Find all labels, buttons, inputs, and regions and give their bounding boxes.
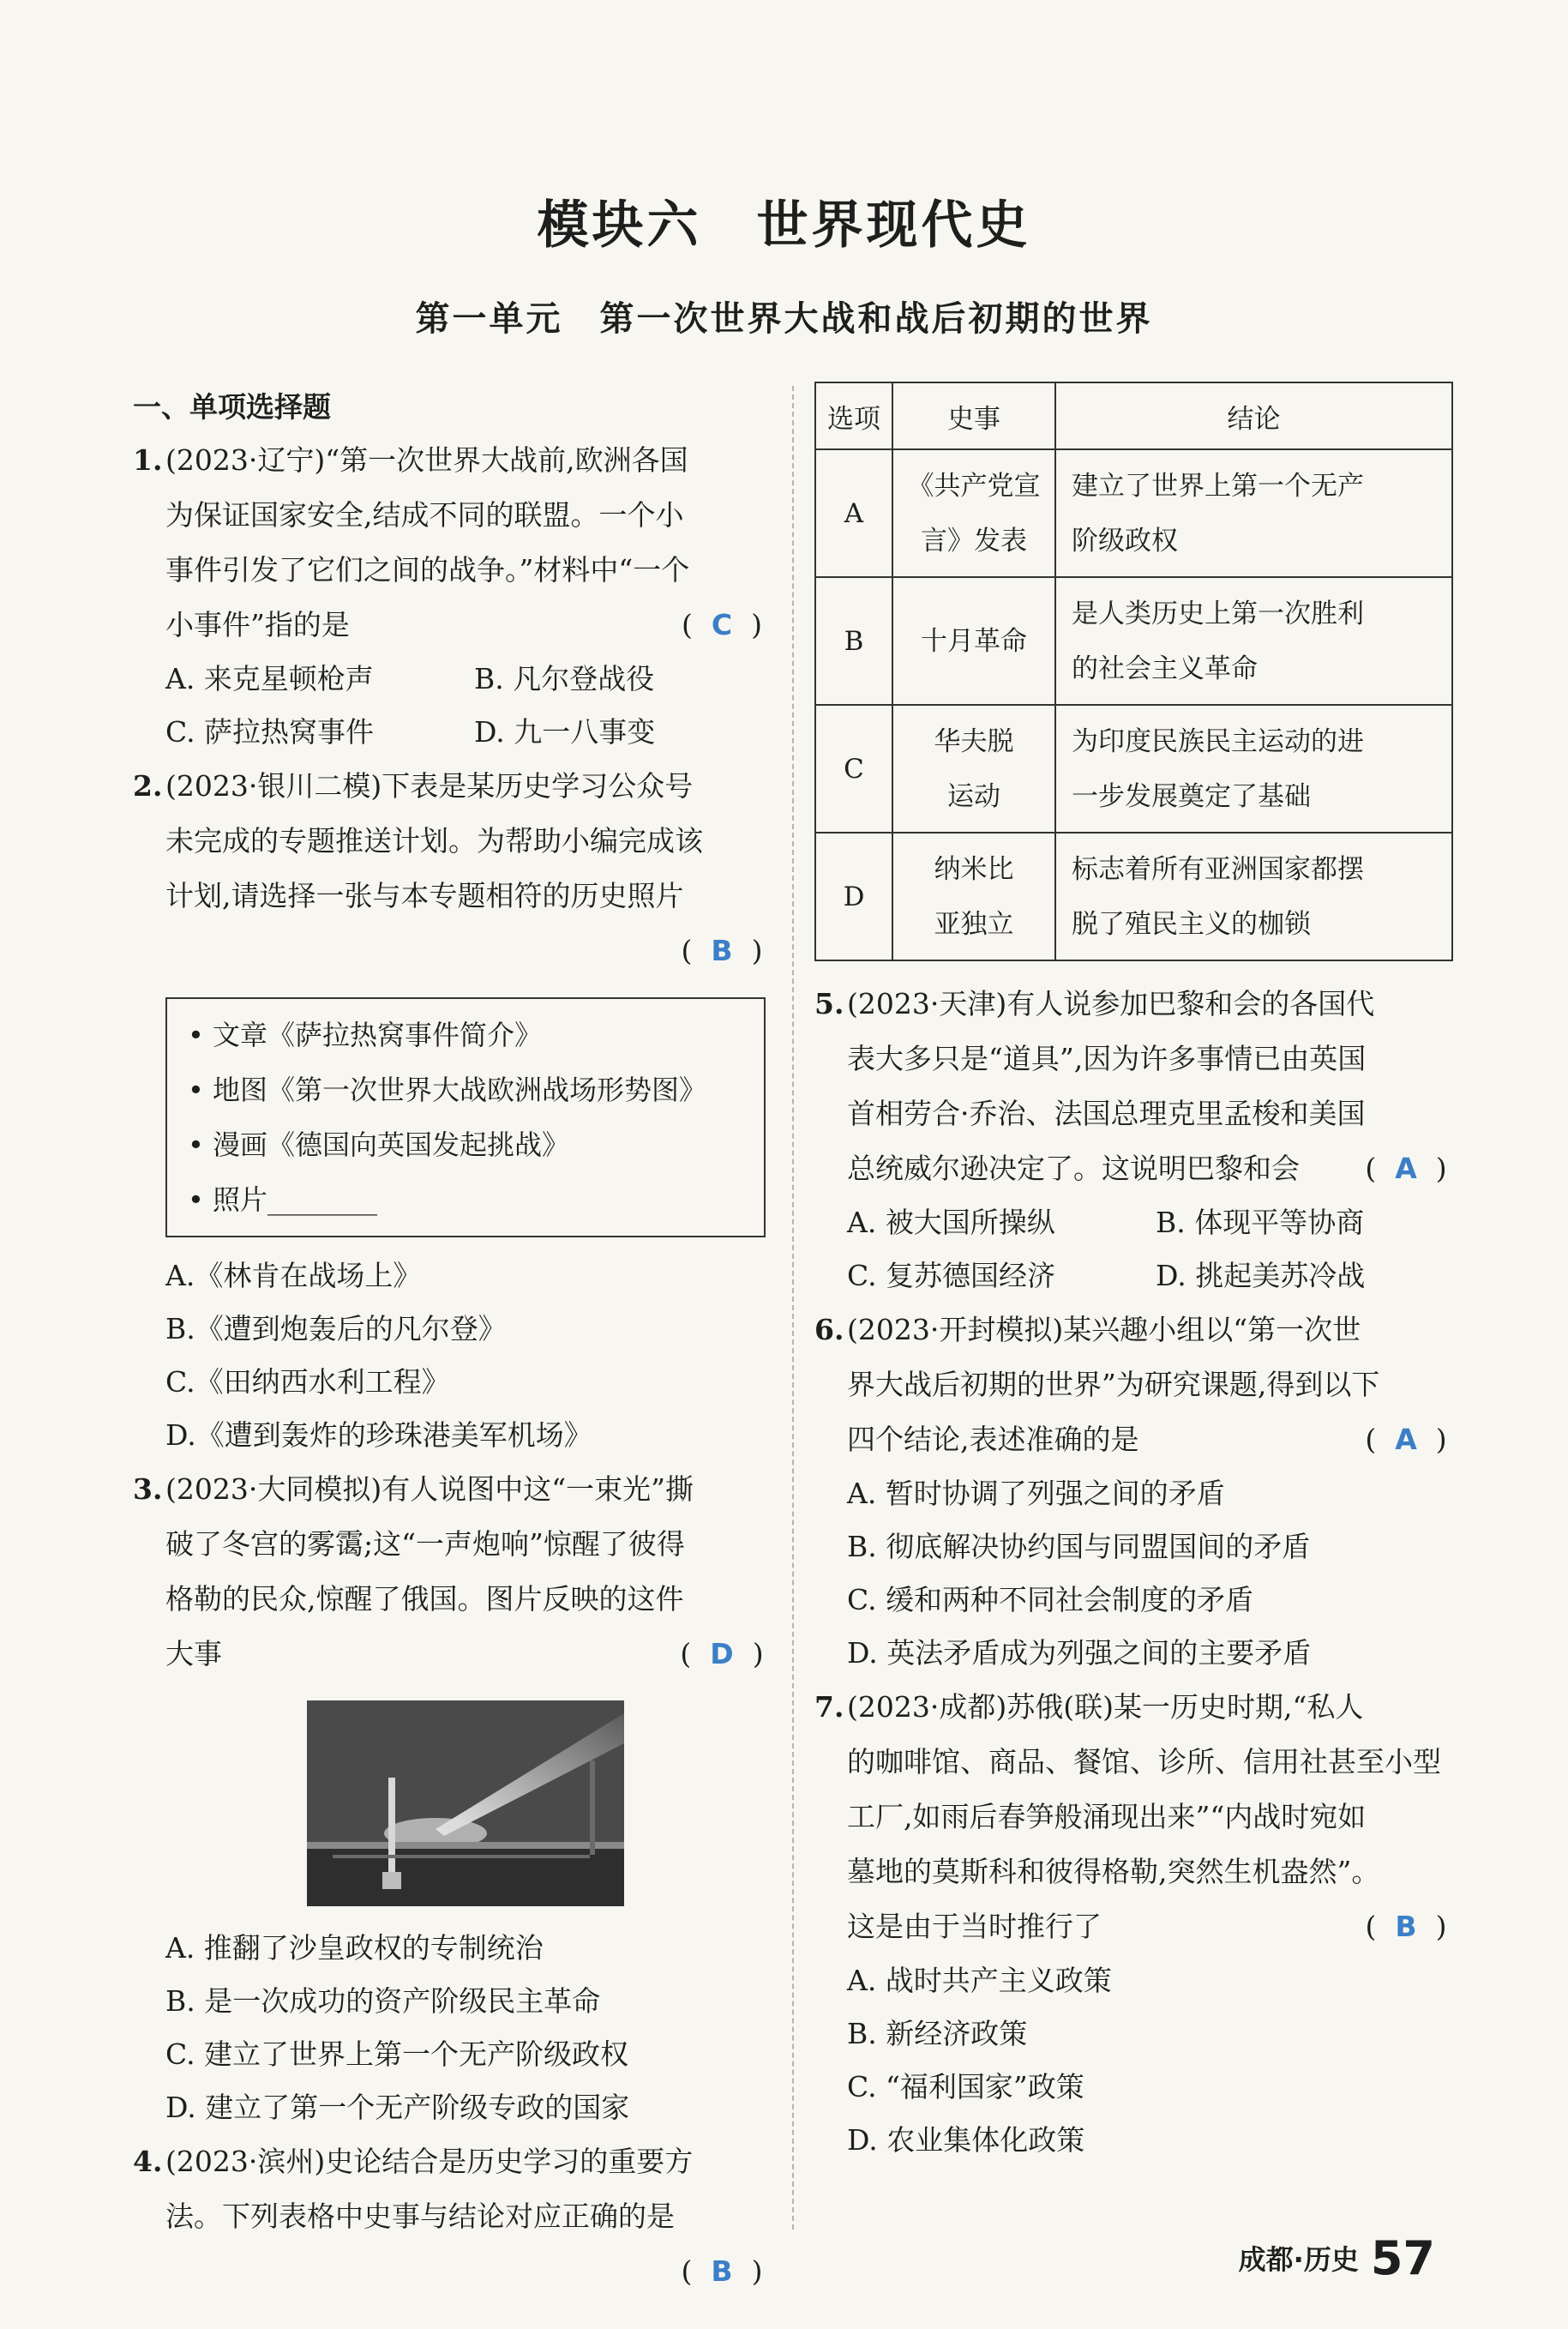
event-line: 运动 — [947, 780, 1000, 812]
conclusion-line: 的社会主义革命 — [1072, 653, 1258, 684]
question-text: 大事 — [165, 1637, 222, 1670]
question-text: (2023·大同模拟)有人说图中这“一束光”撕 — [165, 1472, 694, 1506]
option-c: C. 复苏德国经济 — [847, 1259, 1056, 1292]
option-c: C.《田纳西水利工程》 — [165, 1365, 450, 1399]
question-text: 工厂,如雨后春笋般涌现出来”“内战时宛如 — [847, 1800, 1367, 1833]
header-conclusion: 结论 — [1055, 382, 1452, 449]
option-a: A. 被大国所操纵 — [847, 1206, 1055, 1239]
option-b: B. 新经济政策 — [847, 2017, 1028, 2050]
question-text: 为保证国家安全,结成不同的联盟。一个小 — [165, 498, 684, 532]
question-text: 四个结论,表述准确的是 — [847, 1423, 1139, 1456]
conclusion-line: 建立了世界上第一个无产 — [1072, 470, 1364, 502]
question-6 — [814, 1303, 1453, 1680]
answer-letter: A — [1395, 1423, 1417, 1456]
history-conclusion-table — [814, 382, 1453, 961]
question-text: 表大多只是“道具”,因为许多事情已由英国 — [847, 1042, 1367, 1075]
row-conclusion — [1055, 449, 1452, 577]
question-number: 2. — [133, 769, 163, 803]
answer-letter: B — [1395, 1910, 1417, 1943]
row-event — [892, 449, 1055, 577]
question-text: 界大战后初期的世界”为研究课题,得到以下 — [847, 1368, 1380, 1401]
option-d: D. 英法矛盾成为列强之间的主要矛盾 — [847, 1636, 1312, 1670]
event-line: 华夫脱 — [934, 725, 1014, 757]
option-c: C. 萨拉热窝事件 — [165, 715, 375, 749]
question-number: 1. — [133, 443, 163, 477]
plan-item: • 文章《萨拉热窝事件简介》 — [188, 1019, 543, 1051]
option-b: B.《遭到炮轰后的凡尔登》 — [165, 1312, 507, 1345]
question-text: 墓地的莫斯科和彼得格勒,突然生机盎然”。 — [847, 1855, 1380, 1888]
question-text: 破了冬宫的雾霭;这“一声炮响”惊醒了彼得 — [165, 1527, 685, 1561]
question-7 — [814, 1680, 1453, 2167]
answer-blank: ( A ) — [1365, 1152, 1447, 1185]
answer-blank: ( C ) — [682, 608, 762, 641]
question-text: 总统威尔逊决定了。这说明巴黎和会 — [847, 1152, 1300, 1185]
question-text: (2023·开封模拟)某兴趣小组以“第一次世 — [847, 1313, 1361, 1346]
option-a: A. 暂时协调了列强之间的矛盾 — [847, 1477, 1225, 1510]
row-event — [892, 833, 1055, 960]
question-text: (2023·滨州)史论结合是历史学习的重要方 — [165, 2145, 694, 2178]
row-conclusion — [1055, 705, 1452, 833]
answer-letter: B — [711, 2254, 733, 2288]
option-c: C. 缓和两种不同社会制度的矛盾 — [847, 1583, 1254, 1616]
question-text: 的咖啡馆、商品、餐馆、诊所、信用社甚至小型 — [847, 1745, 1441, 1778]
column-divider — [792, 386, 794, 2230]
question-number: 7. — [814, 1690, 844, 1724]
plan-item: • 照片________ — [188, 1183, 378, 1216]
question-text: 计划,请选择一张与本专题相符的历史照片 — [165, 879, 684, 912]
table-row — [815, 705, 1452, 833]
question-3 — [133, 1462, 769, 2134]
winter-palace-photo — [307, 1700, 624, 1906]
footer-region: 成都·历史 — [1238, 2243, 1359, 2276]
conclusion-line: 为印度民族民主运动的进 — [1072, 725, 1364, 757]
option-b: B. 凡尔登战役 — [474, 662, 655, 695]
question-text: 首相劳合·乔治、法国总理克里孟梭和美国 — [847, 1097, 1366, 1130]
option-a: A.《林肯在战场上》 — [165, 1259, 422, 1292]
table-header-row — [815, 382, 1452, 449]
event-line: 纳米比 — [934, 853, 1014, 885]
question-text: (2023·天津)有人说参加巴黎和会的各国代 — [847, 987, 1375, 1020]
answer-blank: ( B ) — [681, 2254, 763, 2288]
event-line: 十月革命 — [921, 625, 1027, 657]
answer-letter: C — [711, 608, 733, 641]
row-event — [892, 577, 1055, 705]
question-number: 6. — [814, 1313, 844, 1346]
table-row — [815, 449, 1452, 577]
question-text: (2023·银川二模)下表是某历史学习公众号 — [165, 769, 694, 803]
option-b: B. 彻底解决协约国与同盟国间的矛盾 — [847, 1530, 1311, 1563]
header-option: 选项 — [815, 382, 892, 449]
row-option: D — [815, 833, 892, 960]
option-d: D.《遭到轰炸的珍珠港美军机场》 — [165, 1418, 592, 1452]
event-line: 言》发表 — [921, 525, 1027, 557]
page-footer — [1239, 2228, 1435, 2288]
conclusion-line: 脱了殖民主义的枷锁 — [1072, 908, 1311, 940]
answer-blank: ( D ) — [680, 1637, 764, 1670]
question-number: 3. — [133, 1472, 163, 1506]
question-text: (2023·辽宁)“第一次世界大战前,欧洲各国 — [165, 443, 688, 477]
searchlight-image — [307, 1700, 624, 1906]
option-d: D. 农业集体化政策 — [847, 2123, 1085, 2157]
row-option: B — [815, 577, 892, 705]
section-title: 一、单项选择题 — [133, 390, 331, 424]
option-a: A. 战时共产主义政策 — [847, 1964, 1112, 1997]
row-event — [892, 705, 1055, 833]
conclusion-line: 阶级政权 — [1072, 525, 1178, 557]
question-1 — [133, 433, 769, 759]
answer-blank: ( B ) — [1365, 1910, 1447, 1943]
question-text: 事件引发了它们之间的战争。”材料中“一个 — [165, 553, 690, 587]
question-number: 5. — [814, 987, 844, 1020]
page-number: 57 — [1370, 2230, 1435, 2285]
option-d: D. 九一八事变 — [474, 715, 656, 749]
event-line: 《共产党宣 — [907, 470, 1041, 502]
row-option: C — [815, 705, 892, 833]
answer-blank: ( B ) — [681, 934, 763, 967]
question-text: 小事件”指的是 — [165, 608, 350, 641]
table-row — [815, 833, 1452, 960]
unit-title: 第一单元 第一次世界大战和战后初期的世界 — [415, 299, 1153, 339]
module-title: 模块六 世界现代史 — [537, 196, 1031, 256]
conclusion-line: 标志着所有亚洲国家都摆 — [1072, 853, 1364, 885]
row-option: A — [815, 449, 892, 577]
question-text: (2023·成都)苏俄(联)某一历史时期,“私人 — [847, 1690, 1364, 1724]
conclusion-line: 是人类历史上第一次胜利 — [1072, 598, 1364, 629]
row-conclusion — [1055, 577, 1452, 705]
option-d: D. 建立了第一个无产阶级专政的国家 — [165, 2091, 630, 2124]
left-column — [133, 382, 769, 2299]
option-c: C. 建立了世界上第一个无产阶级政权 — [165, 2037, 629, 2071]
question-2 — [133, 759, 769, 1462]
question-number: 4. — [133, 2145, 163, 2178]
answer-blank: ( A ) — [1365, 1423, 1447, 1456]
option-c: C. “福利国家”政策 — [847, 2070, 1084, 2103]
question-text: 法。下列表格中史事与结论对应正确的是 — [165, 2200, 675, 2233]
plan-item: • 地图《第一次世界大战欧洲战场形势图》 — [188, 1074, 707, 1106]
option-b: B. 体现平等协商 — [1156, 1206, 1365, 1239]
option-a: A. 来克星顿枪声 — [165, 662, 374, 695]
row-conclusion — [1055, 833, 1452, 960]
question-text: 未完成的专题推送计划。为帮助小编完成该 — [165, 824, 703, 858]
table-row — [815, 577, 1452, 705]
header-event: 史事 — [892, 382, 1055, 449]
plan-item: • 漫画《德国向英国发起挑战》 — [188, 1128, 570, 1161]
option-a: A. 推翻了沙皇政权的专制统治 — [165, 1931, 544, 1965]
answer-letter: A — [1395, 1152, 1417, 1185]
conclusion-line: 一步发展奠定了基础 — [1072, 780, 1311, 812]
answer-letter: D — [710, 1637, 734, 1670]
topic-plan-box — [165, 997, 766, 1237]
question-4 — [133, 2134, 769, 2299]
event-line: 亚独立 — [934, 908, 1014, 940]
option-d: D. 挑起美苏冷战 — [1156, 1259, 1366, 1292]
question-text: 这是由于当时推行了 — [847, 1910, 1102, 1943]
answer-letter: B — [711, 934, 733, 967]
option-b: B. 是一次成功的资产阶级民主革命 — [165, 1984, 601, 2018]
right-column — [814, 382, 1453, 2167]
question-text: 格勒的民众,惊醒了俄国。图片反映的这件 — [165, 1582, 684, 1616]
question-5 — [814, 977, 1453, 1303]
